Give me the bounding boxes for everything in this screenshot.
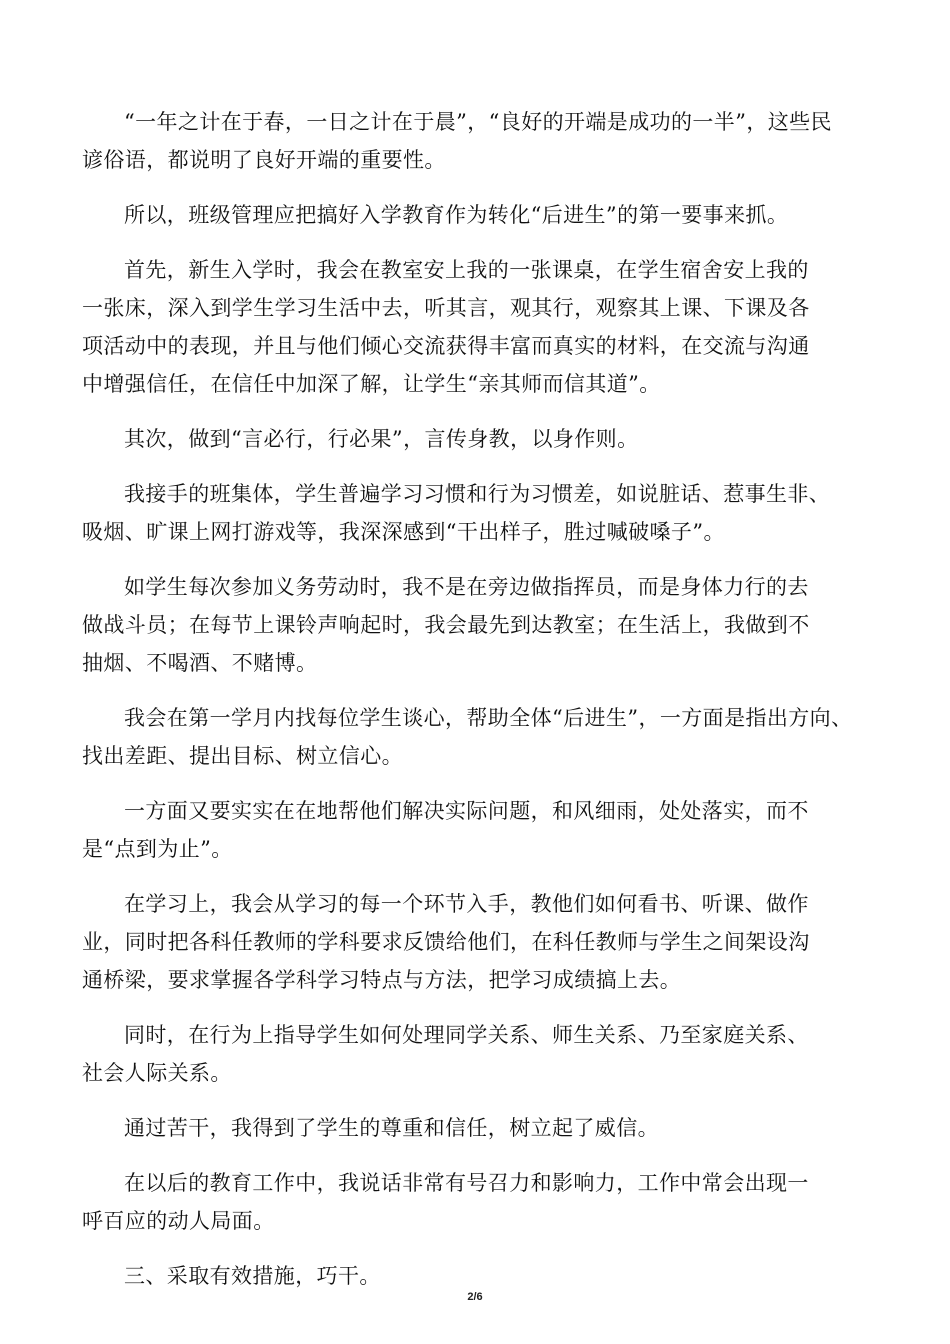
section-heading: 三、采取有效措施，巧干。	[124, 1264, 381, 1288]
paragraph: 如学生每次参加义务劳动时，我不是在旁边做指挥员，而是身体力行的去 做战斗员；在每节上课铃声响起时，我会最先到达教室；在生活上，我做到不 抽烟、不喝酒、不赌博。	[82, 575, 810, 675]
page-number: 2/6	[467, 1291, 483, 1303]
paragraph: “一年之计在于春，一日之计在于晨”，“良好的开端是成功的一半”，这些民 谚俗语，都说明了良好开端的重要性。	[82, 110, 832, 172]
paragraph: 我接手的班集体，学生普遍学习习惯和行为习惯差，如说脏话、惹事生非、 吸烟、旷课上网打游戏等，我深深感到“干出样子，胜过喊破嗓子”。	[82, 482, 831, 544]
paragraph: 通过苦干，我得到了学生的尊重和信任，树立起了威信。	[124, 1116, 659, 1140]
paragraph: 其次，做到“言必行，行必果”，言传身教，以身作则。	[124, 427, 639, 451]
paragraph: 在学习上，我会从学习的每一个环节入手，教他们如何看书、听课、做作 业，同时把各科任教师的学科要求反馈给他们，在科任教师与学生之间架设沟 通桥梁，要求掌握各学科学习特点与方法，把学习成绩搞上去。	[82, 892, 810, 992]
paragraph: 在以后的教育工作中，我说话非常有号召力和影响力，工作中常会出现一 呼百应的动人局面。	[82, 1171, 809, 1233]
paragraph: 同时，在行为上指导学生如何处理同学关系、师生关系、乃至家庭关系、 社会人际关系。	[82, 1023, 809, 1085]
paragraph: 一方面又要实实在在地帮他们解决实际问题，和风细雨，处处落实，而不 是“点到为止”。	[82, 799, 809, 861]
paragraph: 所以，班级管理应把搞好入学教育作为转化“后进生”的第一要事来抓。	[124, 203, 789, 227]
paragraph: 我会在第一学月内找每位学生谈心，帮助全体“后进生”，一方面是指出方向、 找出差距、提出目标、树立信心。	[82, 706, 853, 768]
paragraph: 首先，新生入学时，我会在教室安上我的一张课桌，在学生宿舍安上我的 一张床，深入到学生学习生活中去，听其言，观其行，观察其上课、下课及各 项活动中的表现，并且与他们倾心交流获得丰富而真实的材料，在交流与沟通 中增强信任，在信任中加深了解，让学生“亲其师而信其道”。	[82, 258, 810, 396]
document-body	[82, 103, 872, 1312]
